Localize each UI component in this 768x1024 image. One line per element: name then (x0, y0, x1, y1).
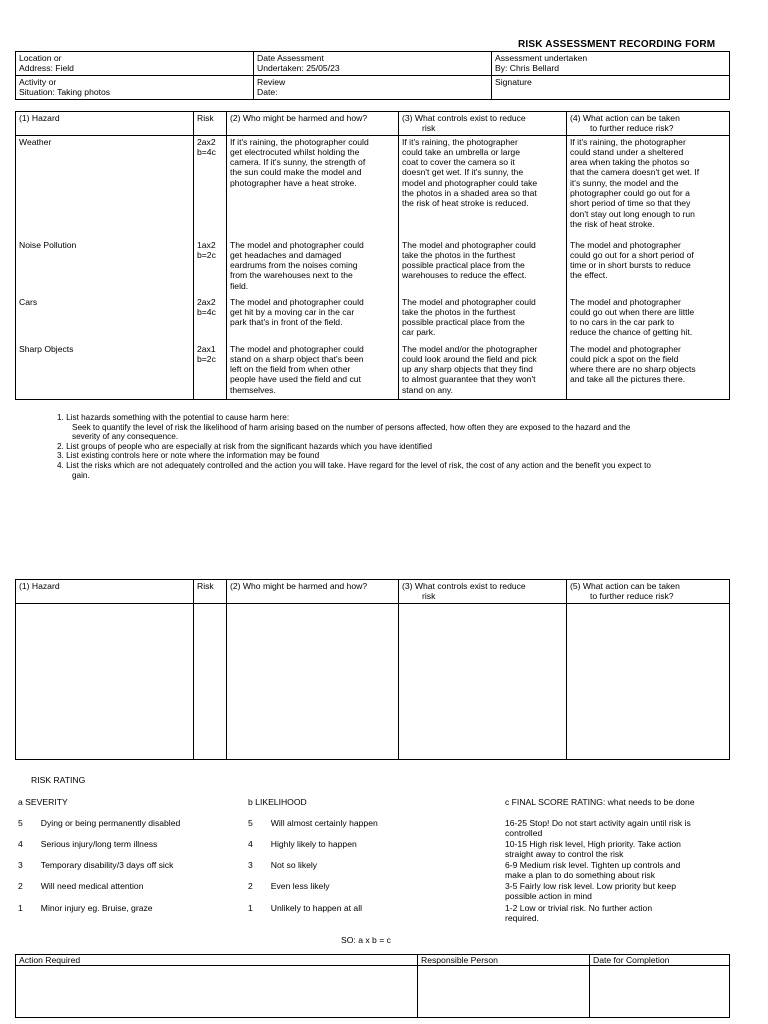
severity-item: 3 Temporary disability/3 days off sick (18, 860, 174, 870)
risk-rating-title: RISK RATING (31, 775, 86, 785)
col-risk: Risk (194, 580, 227, 604)
controls-column: If it's raining, the photographer could take an umbrella or large coat to cover the camera so it doesn't get wet. If it's sunny, the model and photographer could take the photos in a shaded area so that the risk of heat stroke is reduced. The model and photographer could take the photos in the furthest possible practical place from the warehouses to reduce the effect. The model and photographer could take the photos in the furthest possible practical place from the car park. The model and/or the photographer could look around the field and pick up any sharp objects that they find to almost guarantee that they won't stand on any. (399, 135, 567, 399)
col-hazard: (1) Hazard (16, 112, 194, 136)
col-date-for-completion: Date for Completion (590, 955, 730, 966)
date-for-completion-cell[interactable] (590, 966, 730, 1018)
note-4-cont: gain. (72, 470, 90, 480)
col-action-required: Action Required (16, 955, 418, 966)
likelihood-item: 5 Will almost certainly happen (248, 818, 378, 828)
notes-list (57, 413, 651, 480)
severity-item: 5 Dying or being permanently disabled (18, 818, 181, 828)
review-cell: Review Date: (254, 76, 492, 100)
final-score-item: 3-5 Fairly low risk level. Low priority but keep possible action in mind (505, 881, 676, 902)
col-controls: (3) What controls exist to reduce risk (399, 580, 567, 604)
blank-cell[interactable] (399, 603, 567, 759)
responsible-person-cell[interactable] (418, 966, 590, 1018)
col-action: (5) What action can be taken to further reduce risk? (567, 580, 730, 604)
risk-table (15, 111, 730, 400)
action-column: If it's raining, the photographer could stand under a sheltered area when taking the photos so that the camera doesn't get wet. If it's sunny, the model and the photographer could go out for a short period of time so that they don't stay out long enough to run the risk of heat stroke. The model and photographer could go out for a short period of time or in short bursts to reduce the effect. The model and photographer could go out when there are little to no cars in the car park to reduce the chance of getting hit. The model and photographer could pick a spot on the field where there are no sharp objects and take all the pictures there. (567, 135, 730, 399)
note-1-detail: Seek to quantify the level of risk the likelihood of harm arising based on the number of persons affected, how often they are exposed to the hazard and the (72, 422, 631, 432)
signature-cell: Signature (492, 76, 730, 100)
hazard-column: Weather Noise Pollution Cars Sharp Objects (16, 135, 194, 399)
col-hazard: (1) Hazard (16, 580, 194, 604)
blank-cell[interactable] (16, 603, 194, 759)
date-assessment-cell: Date Assessment Undertaken: 25/05/23 (254, 52, 492, 76)
action-required-cell[interactable] (16, 966, 418, 1018)
final-score-item: 1-2 Low or trivial risk. No further action required. (505, 903, 653, 924)
col-who: (2) Who might be harmed and how? (227, 580, 399, 604)
col-controls: (3) What controls exist to reduce risk (399, 112, 567, 136)
form-title: RISK ASSESSMENT RECORDING FORM (518, 39, 716, 50)
note-3: 3. List existing controls here or note where the information may be found (57, 451, 320, 461)
final-score-title: c FINAL SCORE RATING: what needs to be done (505, 797, 695, 807)
final-score-item: 6-9 Medium risk level. Tighten up controls and make a plan to do something about risk (505, 860, 681, 881)
likelihood-item: 2 Even less likely (248, 881, 330, 891)
severity-item: 4 Serious injury/long term illness (18, 839, 158, 849)
blank-risk-table (15, 579, 730, 760)
col-responsible-person: Responsible Person (418, 955, 590, 966)
who-column: If it's raining, the photographer could get electrocuted whilst holding the camera. If it's sunny, the strength of the sun could make the model and photographer have a heat stroke. The model and photographer could get headaches and damaged eardrums from the noises coming from the warehouses next to the field. The model and photographer could get hit by a moving car in the car park that's in front of the field. The model and photographer could stand on a sharp object that's been left on the field from when other people have used the field and cut themselves. (227, 135, 399, 399)
likelihood-item: 3 Not so likely (248, 860, 318, 870)
blank-cell[interactable] (227, 603, 399, 759)
likelihood-item: 1 Unlikely to happen at all (248, 903, 363, 913)
final-score-item: 16-25 Stop! Do not start activity again until risk is controlled (505, 818, 691, 839)
likelihood-item: 4 Highly likely to happen (248, 839, 357, 849)
assessment-by-cell: Assessment undertaken By: Chris Bellard (492, 52, 730, 76)
col-who: (2) Who might be harmed and how? (227, 112, 399, 136)
final-score-item: 10-15 High risk level, High priority. Take action straight away to control the risk (505, 839, 681, 860)
score-formula: SO: a x b = c (341, 935, 391, 945)
blank-cell[interactable] (567, 603, 730, 759)
note-1: 1. List hazards something with the potential to cause harm here: (57, 413, 290, 422)
action-table (15, 954, 730, 1018)
risk-column: 2ax2 b=4c 1ax2 b=2c 2ax2 b=4c 2ax1 b=2c (194, 135, 227, 399)
col-risk: Risk (194, 112, 227, 136)
note-2: 2. List groups of people who are especially at risk from the significant hazards which you have identified (57, 441, 433, 451)
header-table (15, 51, 730, 100)
severity-title: a SEVERITY (18, 797, 68, 807)
severity-item: 1 Minor injury eg. Bruise, graze (18, 903, 153, 913)
blank-cell[interactable] (194, 603, 227, 759)
activity-cell: Activity or Situation: Taking photos (16, 76, 254, 100)
likelihood-title: b LIKELIHOOD (248, 797, 307, 807)
severity-item: 2 Will need medical attention (18, 881, 144, 891)
col-action: (4) What action can be taken to further reduce risk? (567, 112, 730, 136)
note-4: 4. List the risks which are not adequately controlled and the action you will take. Have regard for the level of risk, the cost of any action and the benefit you expect to (57, 460, 651, 470)
location-cell: Location or Address: Field (16, 52, 254, 76)
note-1-detail-cont: severity of any consequence. (72, 432, 179, 442)
